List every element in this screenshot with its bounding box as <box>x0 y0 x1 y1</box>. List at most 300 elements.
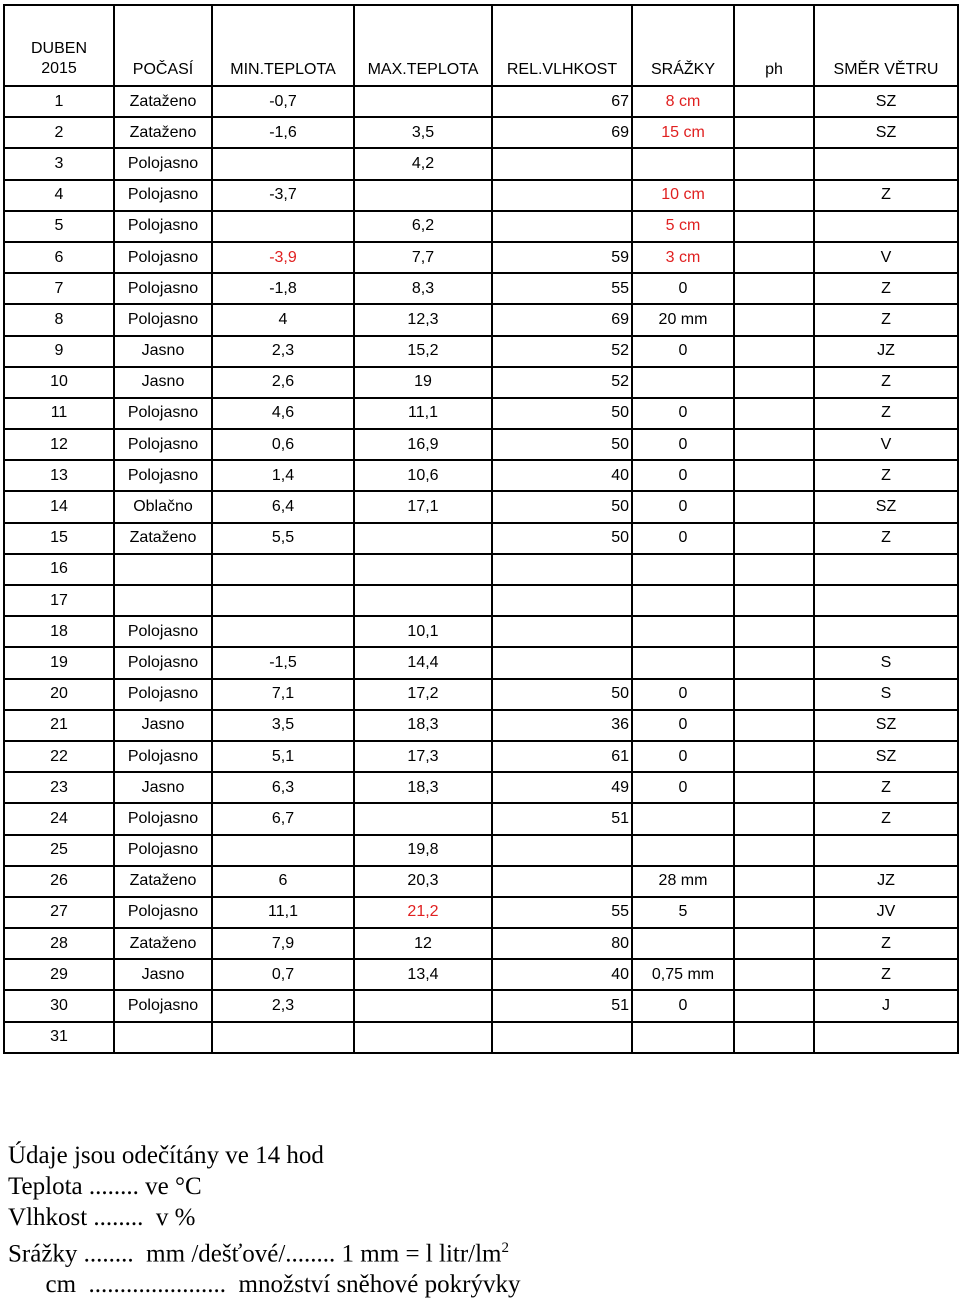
cell-ph <box>734 679 814 710</box>
table-body <box>4 86 958 1053</box>
cell-weather: Polojasno <box>114 273 212 304</box>
cell-weather: Polojasno <box>114 741 212 772</box>
header-humidity: REL.VLHKOST <box>492 5 632 86</box>
table-row <box>4 491 958 522</box>
cell-max-temp <box>354 803 492 834</box>
cell-day: 22 <box>4 741 114 772</box>
note-humidity: Vlhkost ........ v % <box>8 1204 196 1231</box>
header-row <box>4 5 958 86</box>
cell-precipitation: 0 <box>632 429 734 460</box>
cell-max-temp: 3,5 <box>354 117 492 148</box>
cell-day: 16 <box>4 554 114 585</box>
cell-min-temp <box>212 616 354 647</box>
cell-humidity: 67 <box>492 86 632 117</box>
cell-weather <box>114 1022 212 1053</box>
header-wind: SMĚR VĚTRU <box>814 5 958 86</box>
cell-humidity <box>492 616 632 647</box>
cell-wind: V <box>814 242 958 273</box>
cell-max-temp <box>354 990 492 1021</box>
cell-day: 28 <box>4 928 114 959</box>
table-row <box>4 772 958 803</box>
table-row <box>4 460 958 491</box>
table-row <box>4 897 958 928</box>
table-row <box>4 990 958 1021</box>
cell-max-temp <box>354 585 492 616</box>
cell-min-temp: 2,6 <box>212 367 354 398</box>
cell-day: 31 <box>4 1022 114 1053</box>
table-row <box>4 523 958 554</box>
cell-wind: Z <box>814 460 958 491</box>
cell-min-temp: -1,6 <box>212 117 354 148</box>
cell-weather: Jasno <box>114 710 212 741</box>
cell-precipitation: 5 cm <box>632 211 734 242</box>
cell-day: 27 <box>4 897 114 928</box>
cell-min-temp <box>212 1022 354 1053</box>
cell-min-temp: 2,3 <box>212 990 354 1021</box>
note-precipitation-sup: 2 <box>501 1240 509 1256</box>
cell-wind: Z <box>814 959 958 990</box>
cell-ph <box>734 523 814 554</box>
cell-ph <box>734 866 814 897</box>
cell-ph <box>734 928 814 959</box>
header-ph: ph <box>734 5 814 86</box>
header-precipitation: SRÁŽKY <box>632 5 734 86</box>
table-row <box>4 554 958 585</box>
cell-wind: Z <box>814 398 958 429</box>
header-month <box>4 5 114 86</box>
cell-max-temp: 10,1 <box>354 616 492 647</box>
table-row <box>4 959 958 990</box>
cell-humidity <box>492 554 632 585</box>
cell-weather: Polojasno <box>114 429 212 460</box>
table-row <box>4 398 958 429</box>
cell-min-temp: -0,7 <box>212 86 354 117</box>
cell-precipitation: 8 cm <box>632 86 734 117</box>
cell-max-temp: 17,3 <box>354 741 492 772</box>
cell-max-temp: 6,2 <box>354 211 492 242</box>
cell-weather: Zataženo <box>114 928 212 959</box>
cell-day: 1 <box>4 86 114 117</box>
header-min-temp: MIN.TEPLOTA <box>212 5 354 86</box>
cell-wind <box>814 616 958 647</box>
cell-ph <box>734 367 814 398</box>
cell-min-temp: 0,7 <box>212 959 354 990</box>
cell-precipitation <box>632 148 734 179</box>
cell-humidity: 40 <box>492 959 632 990</box>
table-row <box>4 647 958 678</box>
cell-ph <box>734 460 814 491</box>
cell-wind <box>814 148 958 179</box>
cell-max-temp: 10,6 <box>354 460 492 491</box>
cell-precipitation <box>632 928 734 959</box>
cell-min-temp: -3,9 <box>212 242 354 273</box>
cell-day: 21 <box>4 710 114 741</box>
cell-day: 11 <box>4 398 114 429</box>
cell-max-temp <box>354 554 492 585</box>
cell-precipitation <box>632 554 734 585</box>
cell-humidity <box>492 1022 632 1053</box>
cell-max-temp: 12,3 <box>354 304 492 335</box>
table-row <box>4 180 958 211</box>
cell-ph <box>734 710 814 741</box>
cell-min-temp: 4 <box>212 304 354 335</box>
cell-humidity: 51 <box>492 990 632 1021</box>
cell-weather: Polojasno <box>114 990 212 1021</box>
cell-max-temp <box>354 523 492 554</box>
cell-day: 12 <box>4 429 114 460</box>
table-row <box>4 273 958 304</box>
note-precipitation <box>8 1233 520 1269</box>
cell-weather: Jasno <box>114 959 212 990</box>
cell-weather: Polojasno <box>114 148 212 179</box>
cell-ph <box>734 616 814 647</box>
cell-humidity: 50 <box>492 523 632 554</box>
cell-wind: Z <box>814 803 958 834</box>
cell-weather: Jasno <box>114 367 212 398</box>
cell-precipitation: 0 <box>632 336 734 367</box>
cell-ph <box>734 1022 814 1053</box>
cell-wind: SZ <box>814 117 958 148</box>
cell-max-temp: 19 <box>354 367 492 398</box>
cell-weather: Polojasno <box>114 897 212 928</box>
cell-humidity: 50 <box>492 398 632 429</box>
cell-weather: Jasno <box>114 336 212 367</box>
cell-humidity: 69 <box>492 304 632 335</box>
cell-humidity: 80 <box>492 928 632 959</box>
table-row <box>4 148 958 179</box>
cell-max-temp: 7,7 <box>354 242 492 273</box>
table-row <box>4 429 958 460</box>
table-row <box>4 803 958 834</box>
cell-min-temp: -1,5 <box>212 647 354 678</box>
cell-min-temp: 4,6 <box>212 398 354 429</box>
note-snow: cm ...................... množství sněhové pokrývky <box>8 1271 521 1299</box>
cell-min-temp: 1,4 <box>212 460 354 491</box>
cell-wind: S <box>814 647 958 678</box>
note-temperature: Teplota ........ ve °C <box>8 1173 202 1200</box>
cell-day: 18 <box>4 616 114 647</box>
cell-min-temp <box>212 835 354 866</box>
notes <box>8 1140 520 1300</box>
cell-day: 26 <box>4 866 114 897</box>
cell-day: 14 <box>4 491 114 522</box>
cell-ph <box>734 398 814 429</box>
cell-precipitation: 5 <box>632 897 734 928</box>
cell-max-temp: 13,4 <box>354 959 492 990</box>
cell-humidity: 50 <box>492 429 632 460</box>
table-row <box>4 835 958 866</box>
cell-precipitation: 0 <box>632 741 734 772</box>
cell-max-temp: 17,2 <box>354 679 492 710</box>
cell-precipitation: 3 cm <box>632 242 734 273</box>
table-row <box>4 304 958 335</box>
cell-day: 5 <box>4 211 114 242</box>
cell-min-temp: -1,8 <box>212 273 354 304</box>
cell-weather: Polojasno <box>114 242 212 273</box>
cell-wind: Z <box>814 180 958 211</box>
cell-humidity <box>492 835 632 866</box>
cell-precipitation <box>632 585 734 616</box>
cell-min-temp: 7,1 <box>212 679 354 710</box>
cell-day: 8 <box>4 304 114 335</box>
table-row <box>4 866 958 897</box>
cell-humidity: 69 <box>492 117 632 148</box>
cell-ph <box>734 148 814 179</box>
cell-wind: SZ <box>814 86 958 117</box>
header-weather: POČASÍ <box>114 5 212 86</box>
cell-ph <box>734 990 814 1021</box>
cell-weather: Oblačno <box>114 491 212 522</box>
cell-wind: JZ <box>814 336 958 367</box>
cell-humidity: 52 <box>492 336 632 367</box>
cell-ph <box>734 273 814 304</box>
cell-max-temp: 21,2 <box>354 897 492 928</box>
cell-ph <box>734 429 814 460</box>
cell-wind: SZ <box>814 710 958 741</box>
cell-ph <box>734 180 814 211</box>
cell-min-temp: 2,3 <box>212 336 354 367</box>
table-row <box>4 336 958 367</box>
cell-max-temp: 16,9 <box>354 429 492 460</box>
cell-weather: Jasno <box>114 772 212 803</box>
cell-min-temp: 11,1 <box>212 897 354 928</box>
cell-weather: Polojasno <box>114 304 212 335</box>
table-row <box>4 117 958 148</box>
cell-day: 9 <box>4 336 114 367</box>
cell-precipitation: 0 <box>632 491 734 522</box>
cell-humidity: 55 <box>492 897 632 928</box>
table-row <box>4 86 958 117</box>
cell-ph <box>734 211 814 242</box>
cell-max-temp: 11,1 <box>354 398 492 429</box>
cell-day: 4 <box>4 180 114 211</box>
cell-wind: Z <box>814 928 958 959</box>
cell-humidity <box>492 866 632 897</box>
cell-weather: Zataženo <box>114 866 212 897</box>
cell-ph <box>734 835 814 866</box>
cell-humidity: 50 <box>492 491 632 522</box>
cell-precipitation: 0 <box>632 523 734 554</box>
cell-precipitation: 10 cm <box>632 180 734 211</box>
cell-day: 2 <box>4 117 114 148</box>
cell-day: 20 <box>4 679 114 710</box>
cell-weather <box>114 585 212 616</box>
table-row <box>4 585 958 616</box>
cell-precipitation <box>632 647 734 678</box>
cell-humidity: 50 <box>492 679 632 710</box>
table-row <box>4 242 958 273</box>
cell-max-temp: 4,2 <box>354 148 492 179</box>
note-reading-time: Údaje jsou odečítány ve 14 hod <box>8 1142 324 1169</box>
cell-max-temp: 17,1 <box>354 491 492 522</box>
cell-max-temp: 14,4 <box>354 647 492 678</box>
header-month-name: DUBEN <box>30 40 87 57</box>
cell-max-temp <box>354 1022 492 1053</box>
cell-ph <box>734 336 814 367</box>
cell-weather: Polojasno <box>114 398 212 429</box>
cell-min-temp: 6,7 <box>212 803 354 834</box>
table-row <box>4 741 958 772</box>
cell-humidity: 51 <box>492 803 632 834</box>
cell-weather: Polojasno <box>114 803 212 834</box>
cell-precipitation: 28 mm <box>632 866 734 897</box>
cell-weather: Polojasno <box>114 460 212 491</box>
cell-humidity: 52 <box>492 367 632 398</box>
cell-humidity <box>492 148 632 179</box>
cell-wind <box>814 835 958 866</box>
cell-wind: Z <box>814 772 958 803</box>
cell-humidity: 55 <box>492 273 632 304</box>
cell-min-temp: 0,6 <box>212 429 354 460</box>
cell-precipitation: 0 <box>632 990 734 1021</box>
cell-day: 6 <box>4 242 114 273</box>
cell-wind <box>814 585 958 616</box>
cell-max-temp <box>354 180 492 211</box>
cell-ph <box>734 772 814 803</box>
cell-ph <box>734 585 814 616</box>
cell-min-temp: -3,7 <box>212 180 354 211</box>
cell-max-temp: 18,3 <box>354 772 492 803</box>
cell-weather: Polojasno <box>114 647 212 678</box>
cell-wind: SZ <box>814 491 958 522</box>
cell-precipitation: 0 <box>632 398 734 429</box>
weather-table <box>3 4 959 1054</box>
table-row <box>4 211 958 242</box>
cell-min-temp: 5,5 <box>212 523 354 554</box>
cell-day: 19 <box>4 647 114 678</box>
cell-wind <box>814 211 958 242</box>
cell-precipitation <box>632 1022 734 1053</box>
cell-max-temp: 20,3 <box>354 866 492 897</box>
cell-precipitation: 20 mm <box>632 304 734 335</box>
table-row <box>4 710 958 741</box>
cell-wind: SZ <box>814 741 958 772</box>
cell-humidity <box>492 211 632 242</box>
cell-precipitation <box>632 367 734 398</box>
cell-day: 24 <box>4 803 114 834</box>
cell-ph <box>734 554 814 585</box>
table-row <box>4 928 958 959</box>
cell-ph <box>734 741 814 772</box>
cell-max-temp: 8,3 <box>354 273 492 304</box>
cell-wind: Z <box>814 304 958 335</box>
cell-day: 25 <box>4 835 114 866</box>
cell-ph <box>734 897 814 928</box>
cell-wind: JZ <box>814 866 958 897</box>
cell-weather: Polojasno <box>114 616 212 647</box>
cell-weather: Zataženo <box>114 523 212 554</box>
cell-humidity: 40 <box>492 460 632 491</box>
cell-humidity <box>492 180 632 211</box>
cell-min-temp: 6,3 <box>212 772 354 803</box>
cell-day: 7 <box>4 273 114 304</box>
cell-precipitation: 0 <box>632 460 734 491</box>
cell-ph <box>734 491 814 522</box>
cell-precipitation: 0,75 mm <box>632 959 734 990</box>
cell-ph <box>734 647 814 678</box>
cell-day: 13 <box>4 460 114 491</box>
header-max-temp: MAX.TEPLOTA <box>354 5 492 86</box>
cell-ph <box>734 959 814 990</box>
cell-max-temp: 15,2 <box>354 336 492 367</box>
cell-wind: V <box>814 429 958 460</box>
cell-min-temp <box>212 148 354 179</box>
cell-humidity <box>492 647 632 678</box>
cell-min-temp: 6 <box>212 866 354 897</box>
header-year: 2015 <box>41 60 77 77</box>
cell-precipitation <box>632 616 734 647</box>
cell-wind: S <box>814 679 958 710</box>
cell-min-temp <box>212 585 354 616</box>
cell-max-temp: 12 <box>354 928 492 959</box>
cell-humidity: 49 <box>492 772 632 803</box>
cell-weather: Polojasno <box>114 679 212 710</box>
cell-min-temp <box>212 554 354 585</box>
cell-ph <box>734 803 814 834</box>
cell-humidity: 36 <box>492 710 632 741</box>
cell-wind: Z <box>814 273 958 304</box>
cell-max-temp: 18,3 <box>354 710 492 741</box>
cell-day: 17 <box>4 585 114 616</box>
cell-day: 10 <box>4 367 114 398</box>
table-row <box>4 679 958 710</box>
cell-day: 30 <box>4 990 114 1021</box>
cell-humidity: 61 <box>492 741 632 772</box>
cell-precipitation: 0 <box>632 273 734 304</box>
cell-wind: JV <box>814 897 958 928</box>
cell-wind: J <box>814 990 958 1021</box>
table-row <box>4 616 958 647</box>
cell-precipitation <box>632 803 734 834</box>
cell-humidity <box>492 585 632 616</box>
cell-min-temp: 5,1 <box>212 741 354 772</box>
cell-min-temp <box>212 211 354 242</box>
cell-wind: Z <box>814 367 958 398</box>
cell-ph <box>734 86 814 117</box>
cell-weather: Zataženo <box>114 86 212 117</box>
cell-day: 29 <box>4 959 114 990</box>
cell-day: 15 <box>4 523 114 554</box>
cell-wind: Z <box>814 523 958 554</box>
cell-humidity: 59 <box>492 242 632 273</box>
cell-weather: Zataženo <box>114 117 212 148</box>
cell-precipitation: 15 cm <box>632 117 734 148</box>
table-row <box>4 1022 958 1053</box>
note-precipitation-text: Srážky ........ mm /dešťové/........ 1 mm = l litr/lm <box>8 1240 502 1268</box>
cell-wind <box>814 554 958 585</box>
table-row <box>4 367 958 398</box>
cell-weather: Polojasno <box>114 835 212 866</box>
cell-weather: Polojasno <box>114 211 212 242</box>
cell-day: 3 <box>4 148 114 179</box>
cell-precipitation: 0 <box>632 679 734 710</box>
cell-max-temp <box>354 86 492 117</box>
cell-precipitation: 0 <box>632 772 734 803</box>
cell-day: 23 <box>4 772 114 803</box>
cell-weather <box>114 554 212 585</box>
cell-min-temp: 3,5 <box>212 710 354 741</box>
cell-min-temp: 7,9 <box>212 928 354 959</box>
cell-max-temp: 19,8 <box>354 835 492 866</box>
cell-weather: Polojasno <box>114 180 212 211</box>
cell-ph <box>734 242 814 273</box>
cell-min-temp: 6,4 <box>212 491 354 522</box>
cell-ph <box>734 117 814 148</box>
cell-ph <box>734 304 814 335</box>
cell-wind <box>814 1022 958 1053</box>
cell-precipitation <box>632 835 734 866</box>
cell-precipitation: 0 <box>632 710 734 741</box>
